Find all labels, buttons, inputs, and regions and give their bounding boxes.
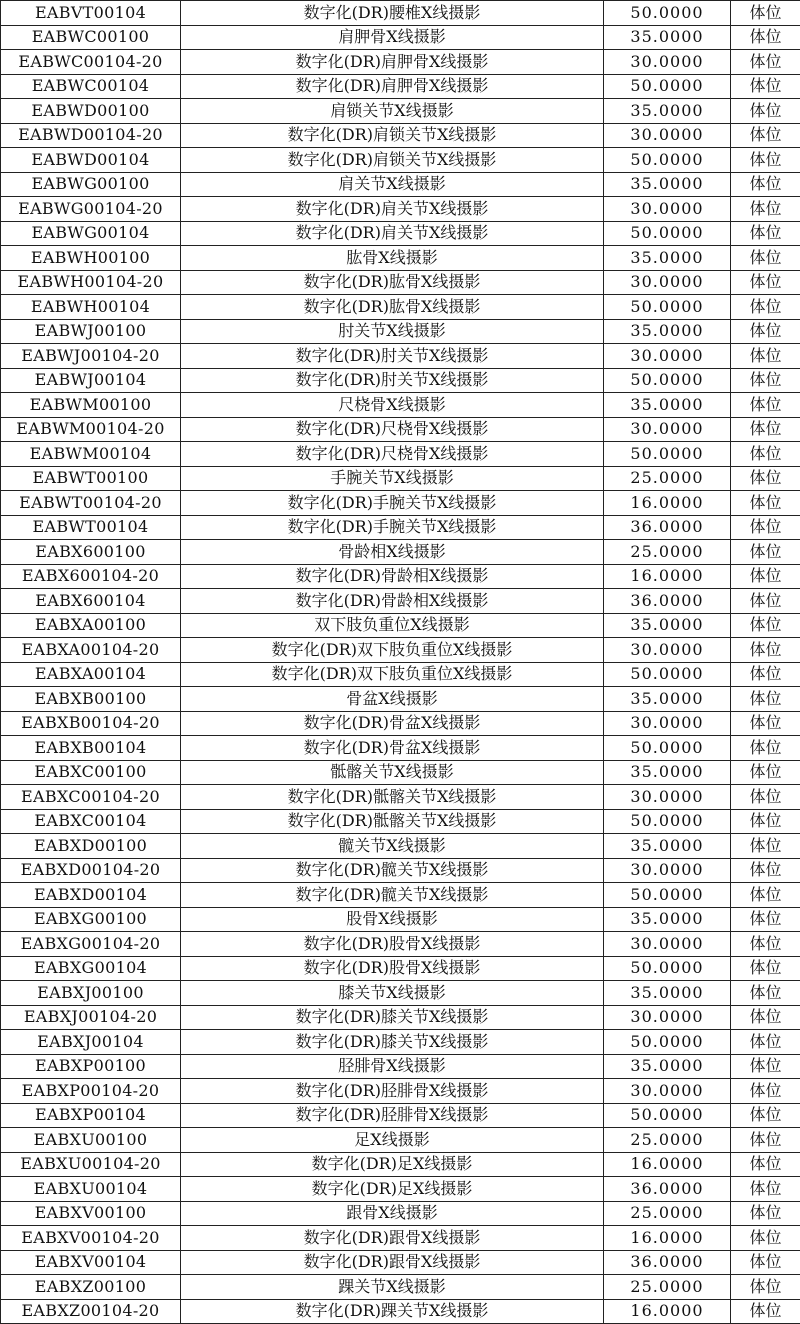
item-name-cell: 数字化(DR)肩胛骨X线摄影 <box>181 74 604 99</box>
item-unit-cell: 体位 <box>731 589 800 614</box>
item-name-cell: 数字化(DR)肱骨X线摄影 <box>181 295 604 320</box>
item-price-cell: 30.0000 <box>604 417 731 442</box>
table-row <box>1 564 800 589</box>
table-row <box>1 1005 800 1030</box>
item-name-cell: 数字化(DR)胫腓骨X线摄影 <box>181 1079 604 1104</box>
item-unit-cell: 体位 <box>731 1079 800 1104</box>
item-price-cell: 25.0000 <box>604 1201 731 1226</box>
item-price-cell: 35.0000 <box>604 319 731 344</box>
table-row <box>1 883 800 908</box>
table-body <box>1 1 800 1324</box>
table-row <box>1 711 800 736</box>
item-code-cell: EABXP00104-20 <box>1 1079 181 1104</box>
item-name-cell: 踝关节X线摄影 <box>181 1275 604 1300</box>
item-code-cell: EABWT00104-20 <box>1 491 181 516</box>
item-code-cell: EABXB00100 <box>1 687 181 712</box>
table-row <box>1 515 800 540</box>
item-price-cell: 36.0000 <box>604 589 731 614</box>
item-code-cell: EABX600100 <box>1 540 181 565</box>
item-code-cell: EABXP00100 <box>1 1054 181 1079</box>
item-code-cell: EABXG00100 <box>1 907 181 932</box>
item-name-cell: 数字化(DR)踝关节X线摄影 <box>181 1299 604 1324</box>
item-price-cell: 25.0000 <box>604 540 731 565</box>
table-row <box>1 760 800 785</box>
item-price-cell: 35.0000 <box>604 687 731 712</box>
item-unit-cell: 体位 <box>731 1103 800 1128</box>
item-unit-cell: 体位 <box>731 393 800 418</box>
table-row <box>1 148 800 173</box>
item-name-cell: 数字化(DR)肱骨X线摄影 <box>181 270 604 295</box>
item-price-cell: 35.0000 <box>604 246 731 271</box>
item-unit-cell: 体位 <box>731 1250 800 1275</box>
item-name-cell: 数字化(DR)股骨X线摄影 <box>181 932 604 957</box>
item-name-cell: 数字化(DR)手腕关节X线摄影 <box>181 491 604 516</box>
item-name-cell: 数字化(DR)双下肢负重位X线摄影 <box>181 638 604 663</box>
item-price-cell: 35.0000 <box>604 907 731 932</box>
item-price-cell: 30.0000 <box>604 785 731 810</box>
item-unit-cell: 体位 <box>731 785 800 810</box>
item-unit-cell: 体位 <box>731 442 800 467</box>
item-unit-cell: 体位 <box>731 883 800 908</box>
item-price-cell: 50.0000 <box>604 295 731 320</box>
item-unit-cell: 体位 <box>731 1299 800 1324</box>
item-price-cell: 35.0000 <box>604 99 731 124</box>
item-unit-cell: 体位 <box>731 834 800 859</box>
item-price-cell: 35.0000 <box>604 172 731 197</box>
item-unit-cell: 体位 <box>731 932 800 957</box>
item-name-cell: 膝关节X线摄影 <box>181 981 604 1006</box>
table-row <box>1 319 800 344</box>
item-price-cell: 50.0000 <box>604 809 731 834</box>
item-name-cell: 数字化(DR)肩关节X线摄影 <box>181 221 604 246</box>
item-name-cell: 数字化(DR)髋关节X线摄影 <box>181 858 604 883</box>
item-name-cell: 跟骨X线摄影 <box>181 1201 604 1226</box>
item-name-cell: 双下肢负重位X线摄影 <box>181 613 604 638</box>
item-name-cell: 数字化(DR)手腕关节X线摄影 <box>181 515 604 540</box>
item-unit-cell: 体位 <box>731 1177 800 1202</box>
table-row <box>1 907 800 932</box>
item-unit-cell: 体位 <box>731 956 800 981</box>
item-name-cell: 肩胛骨X线摄影 <box>181 25 604 50</box>
item-code-cell: EABXD00104-20 <box>1 858 181 883</box>
item-name-cell: 数字化(DR)膝关节X线摄影 <box>181 1005 604 1030</box>
item-name-cell: 数字化(DR)肘关节X线摄影 <box>181 344 604 369</box>
table-row <box>1 1275 800 1300</box>
item-name-cell: 数字化(DR)髋关节X线摄影 <box>181 883 604 908</box>
item-price-cell: 30.0000 <box>604 197 731 222</box>
item-name-cell: 肱骨X线摄影 <box>181 246 604 271</box>
item-unit-cell: 体位 <box>731 270 800 295</box>
item-code-cell: EABWD00104 <box>1 148 181 173</box>
item-price-cell: 16.0000 <box>604 1299 731 1324</box>
table-row <box>1 344 800 369</box>
item-unit-cell: 体位 <box>731 760 800 785</box>
item-price-cell: 30.0000 <box>604 638 731 663</box>
item-price-cell: 30.0000 <box>604 344 731 369</box>
item-name-cell: 数字化(DR)膝关节X线摄影 <box>181 1030 604 1055</box>
item-code-cell: EABXU00104-20 <box>1 1152 181 1177</box>
item-code-cell: EABXZ00104-20 <box>1 1299 181 1324</box>
item-code-cell: EABXJ00104 <box>1 1030 181 1055</box>
table-row <box>1 1226 800 1251</box>
item-code-cell: EABX600104-20 <box>1 564 181 589</box>
item-name-cell: 髋关节X线摄影 <box>181 834 604 859</box>
item-price-cell: 30.0000 <box>604 932 731 957</box>
item-unit-cell: 体位 <box>731 981 800 1006</box>
item-name-cell: 数字化(DR)双下肢负重位X线摄影 <box>181 662 604 687</box>
table-row <box>1 932 800 957</box>
item-unit-cell: 体位 <box>731 1152 800 1177</box>
item-price-cell: 30.0000 <box>604 1005 731 1030</box>
item-code-cell: EABXB00104-20 <box>1 711 181 736</box>
item-unit-cell: 体位 <box>731 491 800 516</box>
table-row <box>1 1128 800 1153</box>
item-code-cell: EABXA00100 <box>1 613 181 638</box>
table-row <box>1 981 800 1006</box>
item-unit-cell: 体位 <box>731 1128 800 1153</box>
table-row <box>1 1152 800 1177</box>
item-name-cell: 数字化(DR)骶髂关节X线摄影 <box>181 785 604 810</box>
item-price-cell: 50.0000 <box>604 1030 731 1055</box>
table-row <box>1 25 800 50</box>
item-unit-cell: 体位 <box>731 1226 800 1251</box>
item-price-cell: 30.0000 <box>604 270 731 295</box>
item-price-cell: 25.0000 <box>604 466 731 491</box>
item-unit-cell: 体位 <box>731 638 800 663</box>
table-row <box>1 417 800 442</box>
item-unit-cell: 体位 <box>731 564 800 589</box>
item-code-cell: EABXA00104-20 <box>1 638 181 663</box>
item-unit-cell: 体位 <box>731 711 800 736</box>
table-row <box>1 246 800 271</box>
item-code-cell: EABWH00104-20 <box>1 270 181 295</box>
item-code-cell: EABWT00104 <box>1 515 181 540</box>
item-unit-cell: 体位 <box>731 809 800 834</box>
item-unit-cell: 体位 <box>731 99 800 124</box>
item-code-cell: EABXJ00100 <box>1 981 181 1006</box>
item-code-cell: EABWC00104 <box>1 74 181 99</box>
item-price-cell: 35.0000 <box>604 760 731 785</box>
item-code-cell: EABWJ00100 <box>1 319 181 344</box>
item-code-cell: EABXC00100 <box>1 760 181 785</box>
item-code-cell: EABWC00104-20 <box>1 50 181 75</box>
item-price-cell: 50.0000 <box>604 1 731 26</box>
item-unit-cell: 体位 <box>731 662 800 687</box>
item-code-cell: EABXC00104 <box>1 809 181 834</box>
table-row <box>1 1079 800 1104</box>
table-row <box>1 613 800 638</box>
table-row <box>1 834 800 859</box>
item-unit-cell: 体位 <box>731 295 800 320</box>
item-price-cell: 36.0000 <box>604 515 731 540</box>
item-code-cell: EABXJ00104-20 <box>1 1005 181 1030</box>
table-row <box>1 956 800 981</box>
table-row <box>1 540 800 565</box>
item-code-cell: EABWG00104 <box>1 221 181 246</box>
item-price-cell: 36.0000 <box>604 1250 731 1275</box>
item-code-cell: EABWG00100 <box>1 172 181 197</box>
item-code-cell: EABWM00100 <box>1 393 181 418</box>
item-unit-cell: 体位 <box>731 466 800 491</box>
item-code-cell: EABXB00104 <box>1 736 181 761</box>
item-price-cell: 30.0000 <box>604 711 731 736</box>
item-price-cell: 25.0000 <box>604 1275 731 1300</box>
item-name-cell: 数字化(DR)足X线摄影 <box>181 1177 604 1202</box>
item-unit-cell: 体位 <box>731 687 800 712</box>
item-name-cell: 肩锁关节X线摄影 <box>181 99 604 124</box>
item-name-cell: 数字化(DR)骶髂关节X线摄影 <box>181 809 604 834</box>
item-name-cell: 尺桡骨X线摄影 <box>181 393 604 418</box>
table-row <box>1 99 800 124</box>
item-code-cell: EABWH00100 <box>1 246 181 271</box>
item-price-cell: 35.0000 <box>604 393 731 418</box>
table-row <box>1 662 800 687</box>
item-name-cell: 数字化(DR)肩胛骨X线摄影 <box>181 50 604 75</box>
item-price-cell: 50.0000 <box>604 736 731 761</box>
item-name-cell: 骶髂关节X线摄影 <box>181 760 604 785</box>
table-row <box>1 589 800 614</box>
item-unit-cell: 体位 <box>731 858 800 883</box>
table-row <box>1 74 800 99</box>
item-unit-cell: 体位 <box>731 540 800 565</box>
item-price-cell: 50.0000 <box>604 74 731 99</box>
item-price-cell: 50.0000 <box>604 221 731 246</box>
item-price-cell: 35.0000 <box>604 834 731 859</box>
table-row <box>1 1250 800 1275</box>
table-row <box>1 1103 800 1128</box>
table-row <box>1 197 800 222</box>
item-name-cell: 数字化(DR)肩锁关节X线摄影 <box>181 123 604 148</box>
item-name-cell: 数字化(DR)腰椎X线摄影 <box>181 1 604 26</box>
item-code-cell: EABVT00104 <box>1 1 181 26</box>
item-name-cell: 骨盆X线摄影 <box>181 687 604 712</box>
table-row <box>1 295 800 320</box>
item-name-cell: 数字化(DR)尺桡骨X线摄影 <box>181 417 604 442</box>
item-unit-cell: 体位 <box>731 172 800 197</box>
item-unit-cell: 体位 <box>731 246 800 271</box>
item-price-cell: 16.0000 <box>604 1152 731 1177</box>
item-unit-cell: 体位 <box>731 319 800 344</box>
item-name-cell: 数字化(DR)骨盆X线摄影 <box>181 736 604 761</box>
table-row <box>1 809 800 834</box>
table-row <box>1 638 800 663</box>
table-row <box>1 442 800 467</box>
table-row <box>1 858 800 883</box>
item-unit-cell: 体位 <box>731 1005 800 1030</box>
item-code-cell: EABXP00104 <box>1 1103 181 1128</box>
table-row <box>1 491 800 516</box>
item-code-cell: EABXG00104-20 <box>1 932 181 957</box>
item-name-cell: 数字化(DR)足X线摄影 <box>181 1152 604 1177</box>
item-unit-cell: 体位 <box>731 123 800 148</box>
item-code-cell: EABXD00104 <box>1 883 181 908</box>
table-row <box>1 393 800 418</box>
table-row <box>1 687 800 712</box>
item-price-cell: 16.0000 <box>604 564 731 589</box>
item-unit-cell: 体位 <box>731 1 800 26</box>
table-row <box>1 736 800 761</box>
table-row <box>1 785 800 810</box>
table-row <box>1 1299 800 1324</box>
item-code-cell: EABWD00100 <box>1 99 181 124</box>
item-name-cell: 数字化(DR)肩锁关节X线摄影 <box>181 148 604 173</box>
table-row <box>1 221 800 246</box>
item-unit-cell: 体位 <box>731 613 800 638</box>
table-row <box>1 1201 800 1226</box>
item-price-cell: 30.0000 <box>604 123 731 148</box>
item-name-cell: 胫腓骨X线摄影 <box>181 1054 604 1079</box>
item-unit-cell: 体位 <box>731 736 800 761</box>
item-code-cell: EABWC00100 <box>1 25 181 50</box>
item-price-cell: 25.0000 <box>604 1128 731 1153</box>
item-price-cell: 30.0000 <box>604 50 731 75</box>
item-price-cell: 50.0000 <box>604 442 731 467</box>
item-name-cell: 股骨X线摄影 <box>181 907 604 932</box>
item-price-cell: 50.0000 <box>604 956 731 981</box>
table-row <box>1 123 800 148</box>
item-price-cell: 35.0000 <box>604 1054 731 1079</box>
item-code-cell: EABXG00104 <box>1 956 181 981</box>
item-name-cell: 数字化(DR)肘关节X线摄影 <box>181 368 604 393</box>
item-code-cell: EABWH00104 <box>1 295 181 320</box>
table-row <box>1 270 800 295</box>
item-unit-cell: 体位 <box>731 1201 800 1226</box>
item-unit-cell: 体位 <box>731 417 800 442</box>
item-code-cell: EABWD00104-20 <box>1 123 181 148</box>
item-name-cell: 肩关节X线摄影 <box>181 172 604 197</box>
item-price-cell: 35.0000 <box>604 981 731 1006</box>
item-code-cell: EABXC00104-20 <box>1 785 181 810</box>
item-unit-cell: 体位 <box>731 148 800 173</box>
item-unit-cell: 体位 <box>731 907 800 932</box>
item-price-cell: 50.0000 <box>604 148 731 173</box>
item-code-cell: EABWM00104-20 <box>1 417 181 442</box>
item-unit-cell: 体位 <box>731 197 800 222</box>
item-name-cell: 数字化(DR)骨盆X线摄影 <box>181 711 604 736</box>
item-code-cell: EABWT00100 <box>1 466 181 491</box>
table-row <box>1 1054 800 1079</box>
item-price-cell: 50.0000 <box>604 368 731 393</box>
item-name-cell: 手腕关节X线摄影 <box>181 466 604 491</box>
item-code-cell: EABWM00104 <box>1 442 181 467</box>
item-unit-cell: 体位 <box>731 74 800 99</box>
table-row <box>1 1 800 26</box>
item-name-cell: 数字化(DR)骨龄相X线摄影 <box>181 589 604 614</box>
item-code-cell: EABXV00104 <box>1 1250 181 1275</box>
item-code-cell: EABWG00104-20 <box>1 197 181 222</box>
table-row <box>1 1030 800 1055</box>
item-name-cell: 数字化(DR)肩关节X线摄影 <box>181 197 604 222</box>
item-code-cell: EABXU00100 <box>1 1128 181 1153</box>
item-price-cell: 30.0000 <box>604 1079 731 1104</box>
item-code-cell: EABXA00104 <box>1 662 181 687</box>
item-price-cell: 16.0000 <box>604 1226 731 1251</box>
item-name-cell: 足X线摄影 <box>181 1128 604 1153</box>
item-price-cell: 35.0000 <box>604 25 731 50</box>
table-row <box>1 466 800 491</box>
table-row <box>1 50 800 75</box>
table-row <box>1 172 800 197</box>
item-price-cell: 30.0000 <box>604 858 731 883</box>
item-price-cell: 16.0000 <box>604 491 731 516</box>
item-code-cell: EABXU00104 <box>1 1177 181 1202</box>
item-unit-cell: 体位 <box>731 368 800 393</box>
item-price-cell: 35.0000 <box>604 613 731 638</box>
item-code-cell: EABX600104 <box>1 589 181 614</box>
item-name-cell: 骨龄相X线摄影 <box>181 540 604 565</box>
table-row <box>1 368 800 393</box>
item-code-cell: EABXZ00100 <box>1 1275 181 1300</box>
item-code-cell: EABWJ00104 <box>1 368 181 393</box>
item-unit-cell: 体位 <box>731 1030 800 1055</box>
item-price-cell: 50.0000 <box>604 662 731 687</box>
item-code-cell: EABXV00100 <box>1 1201 181 1226</box>
item-name-cell: 数字化(DR)胫腓骨X线摄影 <box>181 1103 604 1128</box>
item-name-cell: 数字化(DR)股骨X线摄影 <box>181 956 604 981</box>
item-name-cell: 肘关节X线摄影 <box>181 319 604 344</box>
item-price-cell: 50.0000 <box>604 1103 731 1128</box>
item-code-cell: EABXD00100 <box>1 834 181 859</box>
item-unit-cell: 体位 <box>731 344 800 369</box>
item-unit-cell: 体位 <box>731 515 800 540</box>
item-unit-cell: 体位 <box>731 221 800 246</box>
item-price-cell: 50.0000 <box>604 883 731 908</box>
table-row <box>1 1177 800 1202</box>
item-unit-cell: 体位 <box>731 25 800 50</box>
item-code-cell: EABXV00104-20 <box>1 1226 181 1251</box>
item-name-cell: 数字化(DR)跟骨X线摄影 <box>181 1250 604 1275</box>
item-name-cell: 数字化(DR)跟骨X线摄影 <box>181 1226 604 1251</box>
item-name-cell: 数字化(DR)骨龄相X线摄影 <box>181 564 604 589</box>
item-name-cell: 数字化(DR)尺桡骨X线摄影 <box>181 442 604 467</box>
item-unit-cell: 体位 <box>731 1275 800 1300</box>
item-price-cell: 36.0000 <box>604 1177 731 1202</box>
item-unit-cell: 体位 <box>731 50 800 75</box>
item-unit-cell: 体位 <box>731 1054 800 1079</box>
item-code-cell: EABWJ00104-20 <box>1 344 181 369</box>
